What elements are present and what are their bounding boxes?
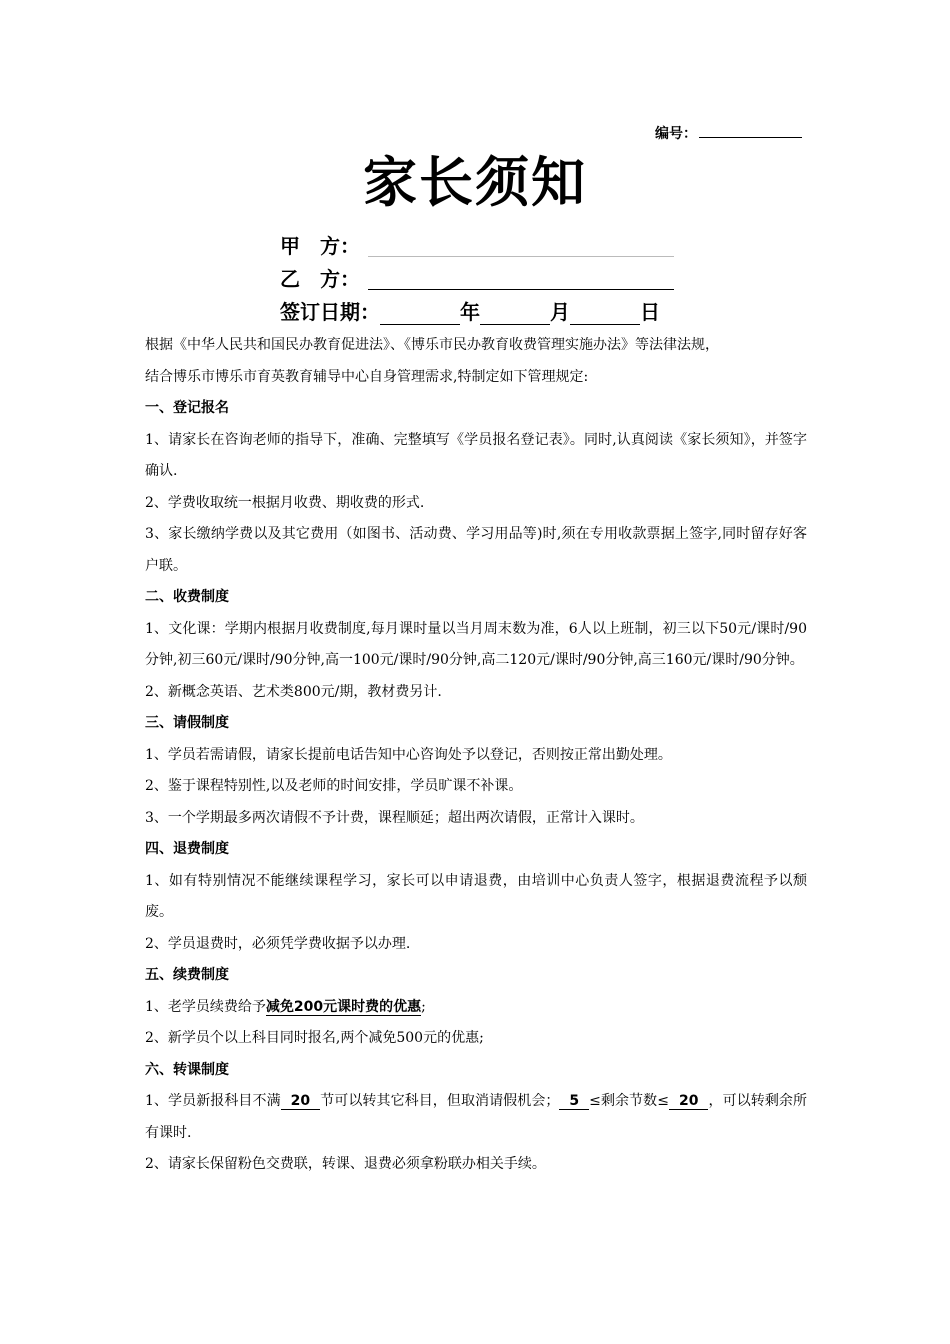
transfer-text-d: ，可以转剩余所有课时. bbox=[145, 1093, 808, 1141]
document-body bbox=[145, 330, 807, 1181]
renewal-suffix: ; bbox=[421, 998, 426, 1015]
transfer-text-b: 节可以转其它科目，但取消请假机会； bbox=[320, 1093, 560, 1109]
serial-blank bbox=[699, 123, 802, 138]
section-heading-registration: 一、登记报名 bbox=[145, 400, 229, 416]
party-b-row bbox=[280, 266, 360, 292]
party-a-row bbox=[280, 233, 360, 259]
month-label: 月 bbox=[550, 300, 570, 324]
intro-line: 根据《中华人民共和国民办教育促进法》、《博乐市民办教育收费管理实施办法》等法律法规， bbox=[145, 337, 719, 353]
renewal-prefix: 1、老学员续费给予 bbox=[145, 998, 266, 1015]
transfer-text-c: ≤剩余节数≤ bbox=[589, 1093, 669, 1109]
month-blank bbox=[480, 302, 550, 325]
list-item: 3、家长缴纳学费以及其它费用（如图书、活动费、学习用品等)时,须在专用收款票据上签字,同时留存好客户联。 bbox=[145, 526, 807, 574]
list-item: 1、学员若需请假，请家长提前电话告知中心咨询处予以登记，否则按正常出勤处理。 bbox=[145, 746, 672, 763]
list-item: 2、请家长保留粉色交费联，转课、退费必须拿粉联办相关手续。 bbox=[145, 1156, 546, 1172]
list-item: 1、如有特别情况不能继续课程学习，家长可以申请退费，由培训中心负责人签字，根据退费流程予以颓废。 bbox=[145, 872, 807, 920]
intro-line: 结合博乐市博乐市育英教育辅导中心自身管理需求,特制定如下管理规定: bbox=[145, 368, 589, 385]
year-label: 年 bbox=[460, 300, 480, 324]
transfer-min-sessions: 20 bbox=[281, 1093, 320, 1110]
year-blank bbox=[380, 302, 460, 325]
section-heading-leave: 三、请假制度 bbox=[145, 715, 229, 731]
list-item: 1、请家长在咨询老师的指导下，准确、完整填写《学员报名登记表》。同时,认真阅读《家长须知》，并签字确认. bbox=[145, 431, 807, 479]
section-heading-refund: 四、退费制度 bbox=[145, 841, 229, 857]
party-a-label: 甲 方： bbox=[280, 234, 360, 258]
serial-label: 编号： bbox=[655, 126, 697, 142]
list-item: 1、文化课：学期内根据月收费制度,每月课时量以当月周末数为准，6人以上班制，初三以下50元/课时/90分钟,初三60元/课时/90分钟,高一100元/课时/90分钟,高二120元/课时/90分钟,高三160元/课时/90分钟。 bbox=[145, 620, 807, 668]
list-item: 2、学费收取统一根据月收费、期收费的形式. bbox=[145, 494, 425, 511]
list-item bbox=[145, 1086, 807, 1149]
renewal-discount: 减免200元课时费的优惠 bbox=[265, 998, 422, 1015]
list-item: 3、一个学期最多两次请假不予计费，课程顺延；超出两次请假，正常计入课时。 bbox=[145, 809, 644, 826]
day-blank bbox=[570, 302, 640, 325]
day-label: 日 bbox=[640, 300, 660, 324]
section-heading-fees: 二、收费制度 bbox=[145, 589, 229, 605]
party-a-blank bbox=[368, 256, 674, 257]
transfer-lower-bound: 5 bbox=[559, 1093, 589, 1110]
document-title: 家长须知 bbox=[363, 150, 587, 214]
section-heading-transfer: 六、转课制度 bbox=[145, 1061, 229, 1078]
party-b-blank bbox=[368, 289, 674, 290]
list-item: 2、新概念英语、艺术类800元/期，教材费另计. bbox=[145, 683, 442, 700]
section-heading-renewal: 五、续费制度 bbox=[145, 967, 229, 983]
transfer-upper-bound: 20 bbox=[669, 1093, 708, 1110]
list-item: 2、鉴于课程特别性,以及老师的时间安排，学员旷课不补课。 bbox=[145, 778, 523, 794]
transfer-text-a: 1、学员新报科目不满 bbox=[145, 1093, 281, 1109]
list-item: 2、学员退费时，必须凭学费收据予以办理. bbox=[145, 935, 411, 952]
date-label: 签订日期： bbox=[280, 300, 380, 324]
signing-date-row bbox=[280, 299, 660, 325]
list-item: 2、新学员个以上科目同时报名,两个减免500元的优惠; bbox=[145, 1030, 484, 1046]
list-item bbox=[145, 992, 807, 1024]
party-b-label: 乙 方： bbox=[280, 267, 360, 291]
